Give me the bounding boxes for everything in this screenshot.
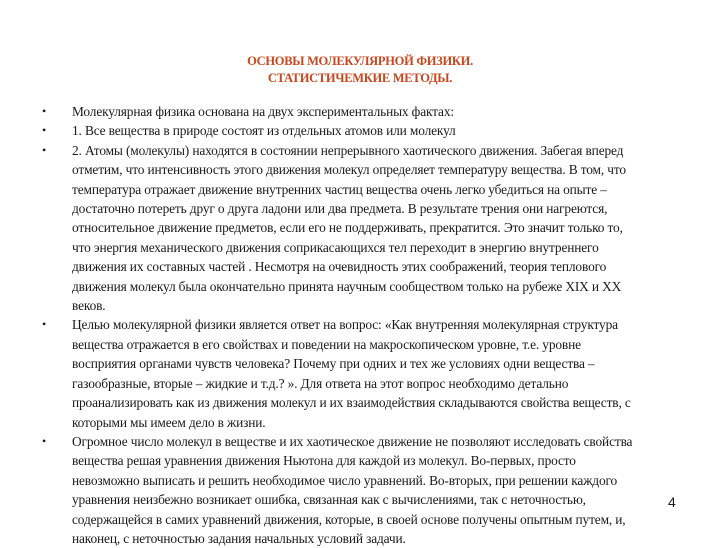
paragraph-line: достаточно потереть друг о друга ладони или два предмета. В результате трения они нагреются, (72, 201, 608, 217)
page-number: 4 (668, 494, 676, 510)
bullet-icon: • (42, 123, 47, 138)
paragraph-line: что энергия механического движения соприкасающихся тел переходит в энергию внутреннего (72, 239, 599, 255)
bullet-icon: • (42, 317, 47, 332)
slide-title (0, 53, 720, 87)
bullet-list (40, 102, 690, 548)
list-item (40, 315, 690, 431)
paragraph-line: проанализировать как из движения молекул и их взаимодействия складываются свойства веществ, с (72, 395, 631, 411)
bullet-icon: • (42, 104, 47, 118)
slide-title-line-1: ОСНОВЫ МОЛЕКУЛЯРНОЙ ФИЗИКИ. (247, 54, 473, 68)
paragraph-line: движения молекул была окончательно принята научным сообществом только на рубеже XIX и XX (72, 278, 622, 294)
paragraph-line: веков. (72, 298, 106, 314)
slide-title-line-2: СТАТИСТИЧЕМКИЕ МЕТОДЫ. (267, 71, 453, 85)
paragraph-line: 2. Атомы (молекулы) находятся в состоянии непрерывного хаотического движения. Забегая вперед (72, 142, 624, 158)
paragraph-line: невозможно выписать и решить необходимое число уравнений. Во-вторых, при решении каждого (72, 472, 618, 488)
bullet-icon: • (42, 433, 47, 448)
bullet-icon: • (42, 142, 47, 157)
list-item (40, 121, 690, 140)
paragraph-line: которыми мы имеем дело в жизни. (72, 414, 266, 430)
paragraph-line: вещества решая уравнения движения Ньютона для каждой из молекул. Во-первых, просто (72, 453, 576, 469)
paragraph-line: вещества отражается в его свойствах и поведении на макроскопическом уровне, т.е. уровне (72, 336, 581, 352)
paragraph-line: 1. Все вещества в природе состоят из отдельных атомов или молекул (72, 123, 456, 139)
paragraph-line: Огромное число молекул в веществе и их хаотическое движение не позволяют исследовать свойства (72, 433, 633, 449)
paragraph-line: восприятия органами чувств человека? Почему при одних и тех же условиях одни вещества – (72, 356, 595, 372)
paragraph-line: наконец, с неточностью задания начальных условий задачи. (72, 530, 406, 546)
list-item (40, 432, 690, 548)
paragraph-line: температура отражает движение внутренних частиц вещества очень легко убедиться на опыте – (72, 181, 607, 197)
paragraph-line: Молекулярная физика основана на двух экспериментальных фактах: (72, 104, 454, 119)
paragraph-line: содержащейся в самих уравнений движения, которые, в своей основе получены опытным путем, и, (72, 511, 626, 527)
paragraph-line: относительное движение предметов, если его не поддерживать, прекратится. Это значит только то, (72, 220, 623, 236)
paragraph-line: газообразные, вторые – жидкие и т.д.? ». Для ответа на этот вопрос необходимо детально (72, 375, 569, 391)
list-item (40, 102, 690, 121)
paragraph-line: отметим, что интенсивность этого движения молекул определяет температуру вещества. В том, что (72, 162, 626, 178)
paragraph-line: движения их составных частей . Несмотря на очевидность этих соображений, теория теплового (72, 259, 607, 275)
list-item (40, 141, 690, 316)
paragraph-line: уравнения неизбежно возникает ошибка, связанная как с вычислениями, так с неточностью, (72, 492, 586, 508)
paragraph-line: Целью молекулярной физики является ответ на вопрос: «Как внутренняя молекулярная структура (72, 317, 618, 333)
